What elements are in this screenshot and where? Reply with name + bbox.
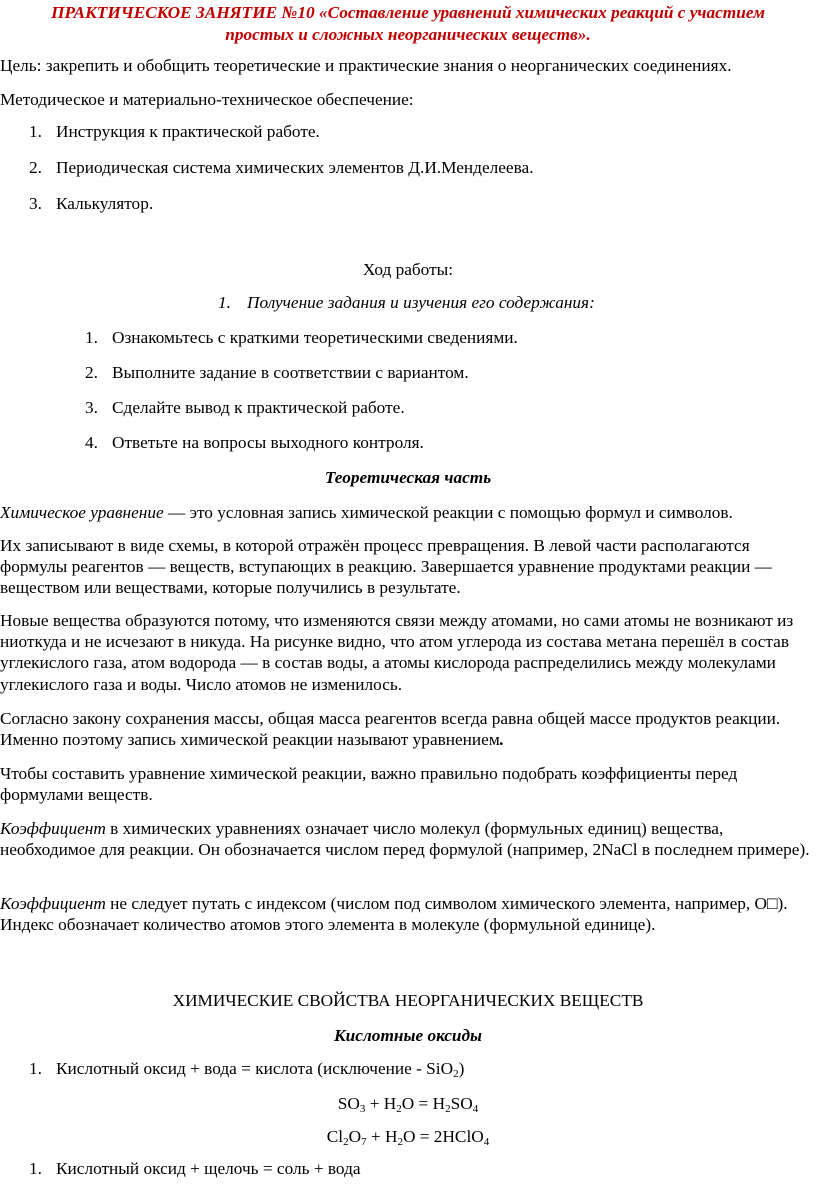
list-item: Ознакомьтесь с краткими теоретическими сведениями.	[112, 328, 518, 347]
paragraph-scheme: Их записывают в виде схемы, в которой отражён процесс превращения. В левой части располагаются формулы реагентов — веществ, вступающих в реакцию. Завершается уравнение продуктами реакции — веществом или веществами, которые получились в результате.	[0, 536, 772, 598]
paragraph-definition	[0, 502, 812, 523]
list-item: Выполните задание в соответствии с вариантом.	[112, 363, 469, 382]
rule-text: Кислотный оксид + вода = кислота (исключение - SiO	[56, 1059, 454, 1078]
equation-so3	[0, 1094, 816, 1114]
eq-sub: 2	[445, 1103, 451, 1115]
procedure-sub-text: Получение задания и изучения его содержания:	[247, 293, 595, 312]
eq-part: + H	[366, 1127, 398, 1146]
term-coefficient: Коэффициент	[0, 894, 106, 913]
mass-law-period: .	[499, 730, 505, 750]
eq-part: + H	[365, 1094, 397, 1113]
theory-heading: Теоретическая часть	[324, 468, 492, 487]
term-coefficient: Коэффициент	[0, 819, 106, 838]
list-number: 3.	[85, 398, 98, 417]
eq-part: Cl	[326, 1127, 344, 1146]
list-number: 1.	[29, 1159, 42, 1178]
eq-part: SO	[450, 1094, 473, 1113]
rule-end: )	[458, 1059, 465, 1078]
definition-text: — это условная запись химической реакции с помощью формул и символов.	[163, 503, 733, 522]
eq-part: O = 2HClO	[402, 1127, 484, 1146]
mass-law-text: Согласно закону сохранения массы, общая масса реагентов всегда равна общей массе продуктов реакции. Именно поэтому запись химической реакции называют уравнением	[0, 709, 781, 750]
eq-sub: 2	[343, 1136, 349, 1148]
eq-part: O	[348, 1127, 362, 1146]
goal-text: Цель: закрепить и обобщить теоретические и практические знания о неорганических соединениях.	[0, 56, 732, 75]
list-item: Калькулятор.	[56, 194, 154, 213]
list-number: 4.	[85, 433, 98, 452]
list-item: Периодическая система химических элементов Д.И.Менделеева.	[56, 158, 534, 177]
title-line-2: простых и сложных неорганических веществ».	[225, 25, 591, 44]
eq-sub: 4	[483, 1136, 490, 1148]
list-item: Инструкция к практической работе.	[56, 122, 320, 141]
list-item: Ответьте на вопросы выходного контроля.	[112, 433, 424, 452]
chemical-properties-heading: ХИМИЧЕСКИЕ СВОЙСТВА НЕОРГАНИЧЕСКИХ ВЕЩЕСТВ	[172, 991, 644, 1010]
rule-subscript: 2	[453, 1068, 459, 1080]
eq-sub: 3	[359, 1103, 366, 1115]
paragraph-mass-law	[0, 708, 812, 750]
list-number: 2.	[85, 363, 98, 382]
support-heading: Методическое и материально-техническое обеспечение:	[0, 90, 414, 109]
list-item: Сделайте вывод к практической работе.	[112, 398, 405, 417]
page-title	[0, 2, 816, 46]
eq-part: O = H	[401, 1094, 446, 1113]
eq-sub: 7	[361, 1136, 367, 1148]
procedure-sub-number: 1.	[218, 293, 231, 312]
procedure-heading: Ход работы:	[362, 260, 454, 279]
list-number: 1.	[85, 328, 98, 347]
paragraph-coefficient-definition	[0, 818, 812, 860]
title-line-1: ПРАКТИЧЕСКОЕ ЗАНЯТИЕ №10 «Составление уравнений химических реакций с участием	[51, 3, 765, 22]
rule-acid-oxide-alkali: Кислотный оксид + щелочь = соль + вода	[56, 1159, 361, 1178]
coefficient-text: в химических уравнениях означает число молекул (формульных единиц) вещества, необходимое для реакции. Он обозначается числом перед формулой (например, 2NaCl в последнем примере).	[0, 819, 810, 860]
paragraph-atoms: Новые вещества образуются потому, что изменяются связи между атомами, но сами атомы не возникают из ниоткуда и не исчезают в никуда. На рисунке видно, что атом углерода из состава метана перешёл в состав углекислого газа, атом водорода — в состав воды, а атомы кислорода распределились между молекулами углекислого газа и воды. Число атомов не изменилось.	[0, 611, 794, 694]
index-text: не следует путать с индексом (числом под символом химического элемента, например, O□). Индекс обозначает количество атомов этого элемента в молекуле (формульной единице).	[0, 894, 788, 935]
list-number: 1.	[29, 122, 42, 141]
eq-sub: 2	[396, 1103, 402, 1115]
list-number: 3.	[29, 194, 42, 213]
paragraph-coefficients: Чтобы составить уравнение химической реакции, важно правильно подобрать коэффициенты перед формулами веществ.	[0, 764, 738, 805]
acid-oxides-heading: Кислотные оксиды	[333, 1026, 483, 1045]
eq-part: SO	[337, 1094, 360, 1113]
eq-sub: 2	[397, 1136, 403, 1148]
term-chemical-equation: Химическое уравнение	[0, 503, 164, 522]
list-number: 1.	[29, 1059, 42, 1078]
list-number: 2.	[29, 158, 42, 177]
paragraph-index	[0, 893, 812, 935]
equation-cl2o7	[0, 1127, 816, 1147]
rule-acid-oxide-water	[56, 1059, 464, 1079]
eq-sub: 4	[472, 1103, 479, 1115]
